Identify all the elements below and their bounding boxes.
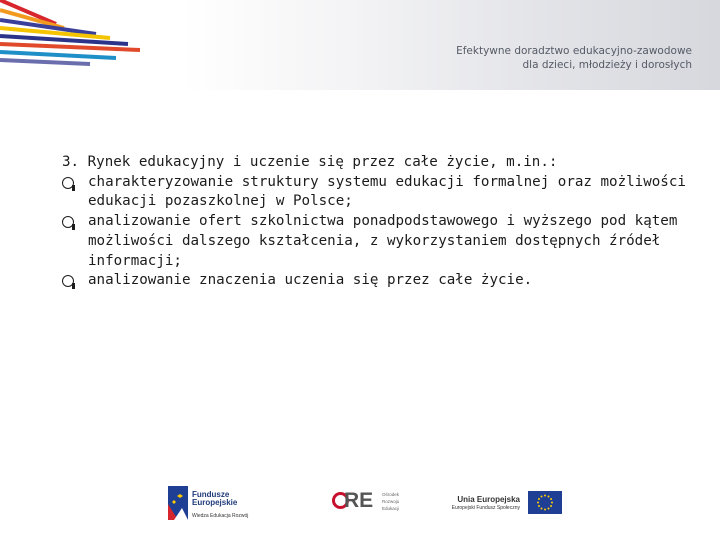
header-title [432, 44, 692, 72]
list-item [62, 271, 702, 291]
bullet-list [62, 173, 702, 291]
ue-title: Unia Europejska [457, 495, 520, 504]
footer-logos [0, 478, 720, 528]
fe-subtitle: Wiedza Edukacja Rozwój [192, 513, 249, 519]
slide-content [62, 153, 702, 291]
header-title-line1: Efektywne doradztwo edukacyjno-zawodowe [456, 45, 692, 57]
list-item-text: analizowanie ofert szkolnictwa ponadpodstawowego i wyższego pod kątem możliwości dalszego kształcenia, z wykorzystaniem dostępnych źródeł informacji; [88, 213, 678, 269]
fe-line1: Fundusze [192, 490, 230, 499]
eu-star [541, 495, 543, 497]
decorative-stripes [0, 0, 160, 70]
q-bullet-icon [62, 216, 74, 228]
eu-flag-icon [528, 491, 562, 514]
ore-logo [332, 490, 412, 518]
q-bullet-icon [62, 177, 74, 189]
eu-star [537, 502, 539, 504]
header-title-line2: dla dzieci, młodzieży i dorosłych [522, 59, 692, 71]
ore-sub-line: Rozwoju [382, 499, 400, 504]
stripe [0, 52, 116, 58]
eu-star [541, 508, 543, 510]
eu-star [550, 505, 552, 507]
ore-sub-line: Edukacji [382, 506, 400, 511]
eu-star [544, 509, 546, 511]
ore-sub-line: Ośrodek [382, 492, 400, 497]
stripe [0, 60, 90, 64]
eu-star [538, 505, 540, 507]
eu-star [550, 498, 552, 500]
section-heading: 3. Rynek edukacyjny i uczenie się przez całe życie, m.in.: [62, 154, 558, 170]
eu-star [538, 498, 540, 500]
eu-star [544, 495, 546, 497]
list-item-text: charakteryzowanie struktury systemu edukacji formalnej oraz możliwości edukacji pozaszkolnej w Polsce; [88, 173, 686, 210]
ore-text: RE [344, 489, 374, 512]
fe-flag-icon [168, 486, 188, 520]
q-bullet-icon [62, 275, 74, 287]
fundusze-europejskie-logo [168, 486, 260, 520]
eu-star [548, 508, 550, 510]
list-item [62, 212, 702, 271]
list-item [62, 173, 702, 212]
list-item-text: analizowanie znaczenia uczenia się przez całe życie. [88, 272, 533, 289]
eu-star [548, 495, 550, 497]
fe-line2: Europejskie [192, 498, 238, 507]
ue-subtitle: Europejski Fundusz Społeczny [451, 505, 520, 511]
ore-subtitle [382, 491, 422, 512]
unia-europejska-logo [446, 489, 566, 517]
eu-star [551, 502, 553, 504]
